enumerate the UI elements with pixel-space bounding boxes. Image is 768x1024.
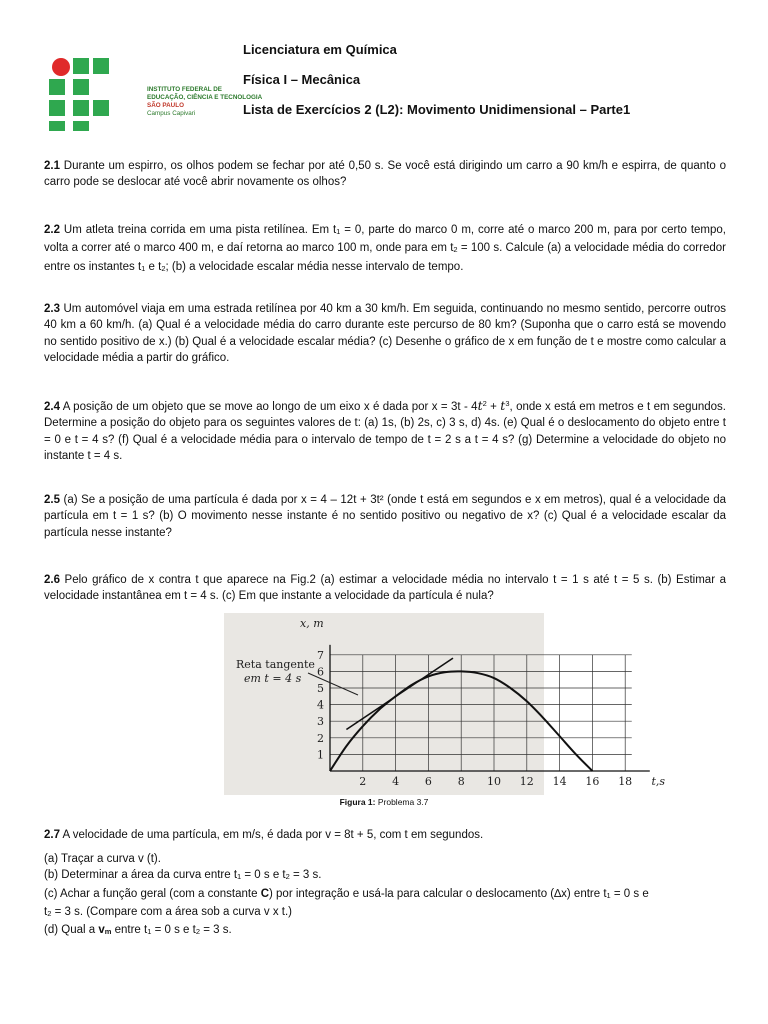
x-tick-label: 4 xyxy=(392,775,400,788)
question-number: 2.3 xyxy=(44,303,60,315)
subscript: m xyxy=(104,927,112,937)
question-2-3 xyxy=(44,301,726,366)
y-axis-label: x, m xyxy=(300,617,324,630)
question-text: Um atleta treina corrida em uma pista retilínea. Em t xyxy=(60,224,337,236)
subscript: 2 xyxy=(47,908,52,918)
subscript: 2 xyxy=(453,245,458,255)
question-text: Um automóvel viaja em uma estrada retilínea por 40 km a 30 km/h. Em seguida, continuando no mesmo sentido, percorre outros 40 km a 60 km/h. (a) Qual é a velocidade média do carro durante este percurso de 80 km? (Suponha que o carro está se movendo no sentido positivo de x.) (b) Qual é a velocidade escalar média? (c) Desenhe o gráfico de x em função de t e mostre como calcular a velocidade média a partir do gráfico. xyxy=(44,303,726,364)
subscript: 2 xyxy=(285,872,290,882)
math-variable: t xyxy=(500,398,506,413)
x-tick-label: 8 xyxy=(457,775,465,788)
item-text: = 0 s e xyxy=(610,887,649,900)
question-2-7-items xyxy=(44,851,734,940)
y-tick-label: 4 xyxy=(317,698,324,712)
course-title: Licenciatura em Química xyxy=(243,42,397,57)
question-2-7 xyxy=(44,827,726,843)
logo-line-2: EDUCAÇÃO, CIÊNCIA E TECNOLOGIA xyxy=(147,94,263,101)
question-number: 2.1 xyxy=(44,160,60,172)
position-time-chart xyxy=(224,613,666,795)
x-tick-label: 16 xyxy=(585,775,600,788)
question-number: 2.2 xyxy=(44,224,60,236)
subscript: 2 xyxy=(161,263,166,273)
caption-text: Problema 3.7 xyxy=(375,797,429,807)
subscript: 1 xyxy=(147,927,152,937)
caption-label: Figura 1: xyxy=(339,797,376,807)
y-tick-label: 1 xyxy=(317,748,324,762)
item-bold: v xyxy=(98,924,105,937)
x-tick-label: 10 xyxy=(487,775,501,788)
question-text: = 100 s. Calcule (a) a velocidade média do corredor entre os instantes t xyxy=(44,242,726,273)
math-variable: t xyxy=(477,398,483,413)
item-c-continued xyxy=(44,904,734,922)
item-text: entre t xyxy=(111,924,148,937)
item-text: t xyxy=(44,905,48,918)
item-c xyxy=(44,886,734,904)
figure-caption xyxy=(0,797,768,807)
item-text: = 3 s. xyxy=(289,869,322,882)
x-axis-label: t,s xyxy=(651,775,666,788)
x-tick-label: 14 xyxy=(552,775,567,788)
subscript: 2 xyxy=(195,927,200,937)
question-text: A velocidade de uma partícula, em m/s, é dada por v = 8t + 5, com t em segundos. xyxy=(60,829,484,841)
question-2-5 xyxy=(44,492,726,541)
annotation-line-1: Reta tangente xyxy=(236,658,315,671)
question-text: ; (b) a velocidade escalar média nesse intervalo de tempo. xyxy=(165,260,464,273)
item-text: = 3 s. xyxy=(200,924,232,937)
exponent: 3 xyxy=(505,399,510,408)
subscript: 1 xyxy=(237,872,242,882)
question-text: Pelo gráfico de x contra t que aparece na Fig.2 (a) estimar a velocidade média no intervalo t = 1 s até t = 5 s. (b) Estimar a velocidade instantânea em t = 4 s. (c) Em que instante a velocidade da partícula é nula? xyxy=(44,574,726,603)
item-text: (c) Achar a função geral (com a constante xyxy=(44,887,261,900)
item-text: = 0 s e t xyxy=(151,924,196,937)
item-d xyxy=(44,922,734,940)
institute-logo xyxy=(44,54,263,132)
item-text: ) por integração e usá-la para calcular o deslocamento (∆x) entre t xyxy=(269,887,607,900)
question-number: 2.6 xyxy=(44,574,60,586)
question-text: e t xyxy=(145,260,162,273)
item-a xyxy=(44,851,734,867)
item-text: = 0 s e t xyxy=(241,869,286,882)
item-bold: C xyxy=(260,887,270,900)
question-2-2 xyxy=(44,222,726,277)
question-2-6 xyxy=(44,572,726,605)
y-tick-label: 3 xyxy=(317,715,324,729)
exponent: 2 xyxy=(482,399,487,408)
subscript: 1 xyxy=(336,227,341,236)
item-text: (a) Traçar a curva v (t). xyxy=(44,853,161,865)
question-text: (a) Se a posição de uma partícula é dada por x = 4 – 12t + 3t² (onde t está em segundos e x em metros), qual é a velocidade da partícula em t = 1 s? (b) O movimento nesse instante é no sentido positivo ou negativo de x? (c) Qual é a velocidade escalar da partícula nesse instante? xyxy=(44,494,726,539)
question-number: 2.4 xyxy=(44,401,60,413)
x-tick-label: 12 xyxy=(519,775,534,788)
subject-title: Física I – Mecânica xyxy=(243,72,361,87)
annotation-line-2: em t = 4 s xyxy=(244,672,302,685)
x-tick-label: 18 xyxy=(618,775,633,788)
question-text: = 0, parte do marco 0 m, corre até o marco 200 m, para por certo tempo, volta a correr até o marco 400 m, e daí retorna ao marco 100 m, onde para em t xyxy=(44,224,726,255)
subscript: 1 xyxy=(606,890,611,900)
item-text: = 3 s. (Compare com a área sob a curva v x t.) xyxy=(51,905,293,918)
question-number: 2.7 xyxy=(44,829,60,841)
position-time-figure xyxy=(224,613,666,795)
question-text: + xyxy=(486,401,501,413)
logo-grid-icon xyxy=(44,54,229,132)
x-tick-label: 2 xyxy=(359,775,367,788)
question-text: Durante um espirro, os olhos podem se fechar por até 0,50 s. Se você está dirigindo um carro a 90 km/h e espirra, de quanto o carro pode se deslocar até você abrir novamente os olhos? xyxy=(44,160,726,189)
list-title: Lista de Exercícios 2 (L2): Movimento Unidimensional – Parte1 xyxy=(243,102,631,117)
question-number: 2.5 xyxy=(44,494,60,506)
y-tick-label: 7 xyxy=(317,648,324,662)
y-tick-label: 2 xyxy=(317,731,324,745)
subscript: 1 xyxy=(141,263,146,273)
item-text: (d) Qual a xyxy=(44,924,99,937)
y-tick-label: 6 xyxy=(317,665,324,679)
logo-line-3: SÃO PAULO xyxy=(147,102,184,109)
question-text: A posição de um objeto que se move ao longo de um eixo x é dada por x = 3t - 4 xyxy=(60,401,478,413)
question-2-4 xyxy=(44,396,726,464)
logo-line-1: INSTITUTO FEDERAL DE xyxy=(147,86,222,93)
item-b xyxy=(44,867,734,885)
logo-line-4: Campus Capivari xyxy=(147,110,196,117)
x-tick-label: 6 xyxy=(424,775,432,788)
document-header xyxy=(243,42,630,132)
y-tick-label: 5 xyxy=(317,682,324,695)
question-2-1 xyxy=(44,158,726,191)
item-text: (b) Determinar a área da curva entre t xyxy=(44,869,238,882)
question-text: , onde x está em metros e t em segundos. Determine a posição do objeto para os seguintes valores de t: (a) 1s, (b) 2s, c) 3 s, d) 4s. (e) Qual é o deslocamento do objeto entre t = 0 e t = 4 s? (f) Qual é a velocidade média para o intervalo de tempo de t = 2 s a t = 4 s? (g) Determine a velocidade do objeto no instante t = 4 s. xyxy=(44,401,727,462)
